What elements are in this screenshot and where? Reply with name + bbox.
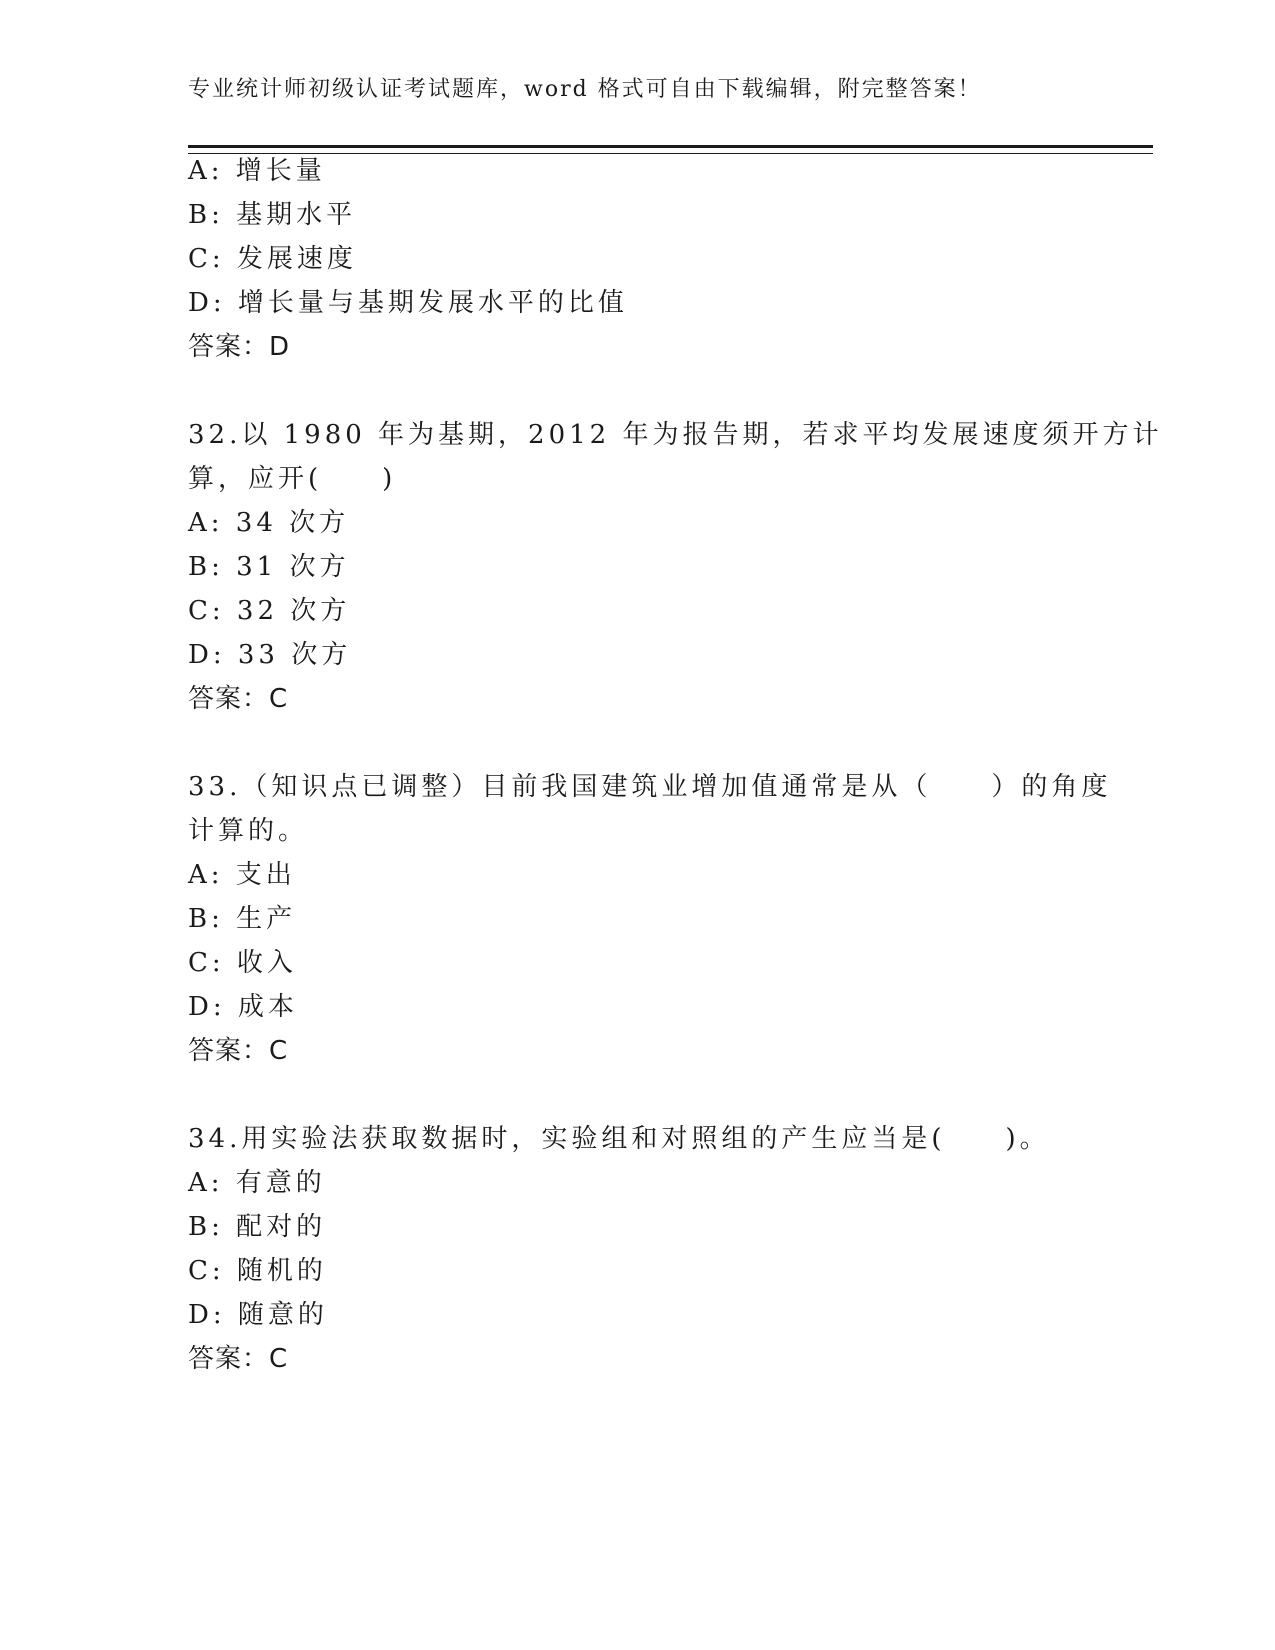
q34-option-b: B: 配对的 bbox=[188, 1212, 327, 1242]
q33-stem-line2: 计算的。 bbox=[188, 816, 309, 846]
q31-option-a: A: 增长量 bbox=[188, 156, 326, 186]
q34-option-c: C: 随机的 bbox=[188, 1256, 327, 1286]
page-header: 专业统计师初级认证考试题库，word 格式可自由下载编辑，附完整答案！ bbox=[188, 77, 982, 102]
q34-option-a: A: 有意的 bbox=[188, 1168, 326, 1198]
q34-option-d: D: 随意的 bbox=[188, 1300, 328, 1330]
q31-option-b: B: 基期水平 bbox=[188, 200, 357, 230]
q34-answer: 答案：C bbox=[188, 1344, 289, 1374]
q33-option-b: B: 生产 bbox=[188, 904, 297, 934]
q33-option-c: C: 收入 bbox=[188, 948, 297, 978]
q32-option-a: A: 34 次方 bbox=[188, 508, 350, 538]
q32-option-c: C: 32 次方 bbox=[188, 596, 351, 626]
q31-answer: 答案：D bbox=[188, 332, 291, 362]
q32-stem-line2: 算，应开( ) bbox=[188, 464, 397, 494]
q33-answer: 答案：C bbox=[188, 1036, 289, 1066]
q33-stem-line1: 33.（知识点已调整）目前我国建筑业增加值通常是从（ ）的角度 bbox=[188, 772, 1112, 802]
q32-option-b: B: 31 次方 bbox=[188, 552, 350, 582]
q33-option-a: A: 支出 bbox=[188, 860, 296, 890]
q32-option-d: D: 33 次方 bbox=[188, 640, 352, 670]
q32-answer: 答案：C bbox=[188, 684, 289, 714]
q34-stem-line1: 34.用实验法获取数据时，实验组和对照组的产生应当是( )。 bbox=[188, 1124, 1050, 1154]
header-divider bbox=[188, 145, 1153, 154]
q31-option-c: C: 发展速度 bbox=[188, 244, 357, 274]
q32-stem-line1: 32.以 1980 年为基期，2012 年为报告期，若求平均发展速度须开方计 bbox=[188, 420, 1163, 450]
q31-option-d: D: 增长量与基期发展水平的比值 bbox=[188, 288, 628, 318]
q33-option-d: D: 成本 bbox=[188, 992, 298, 1022]
